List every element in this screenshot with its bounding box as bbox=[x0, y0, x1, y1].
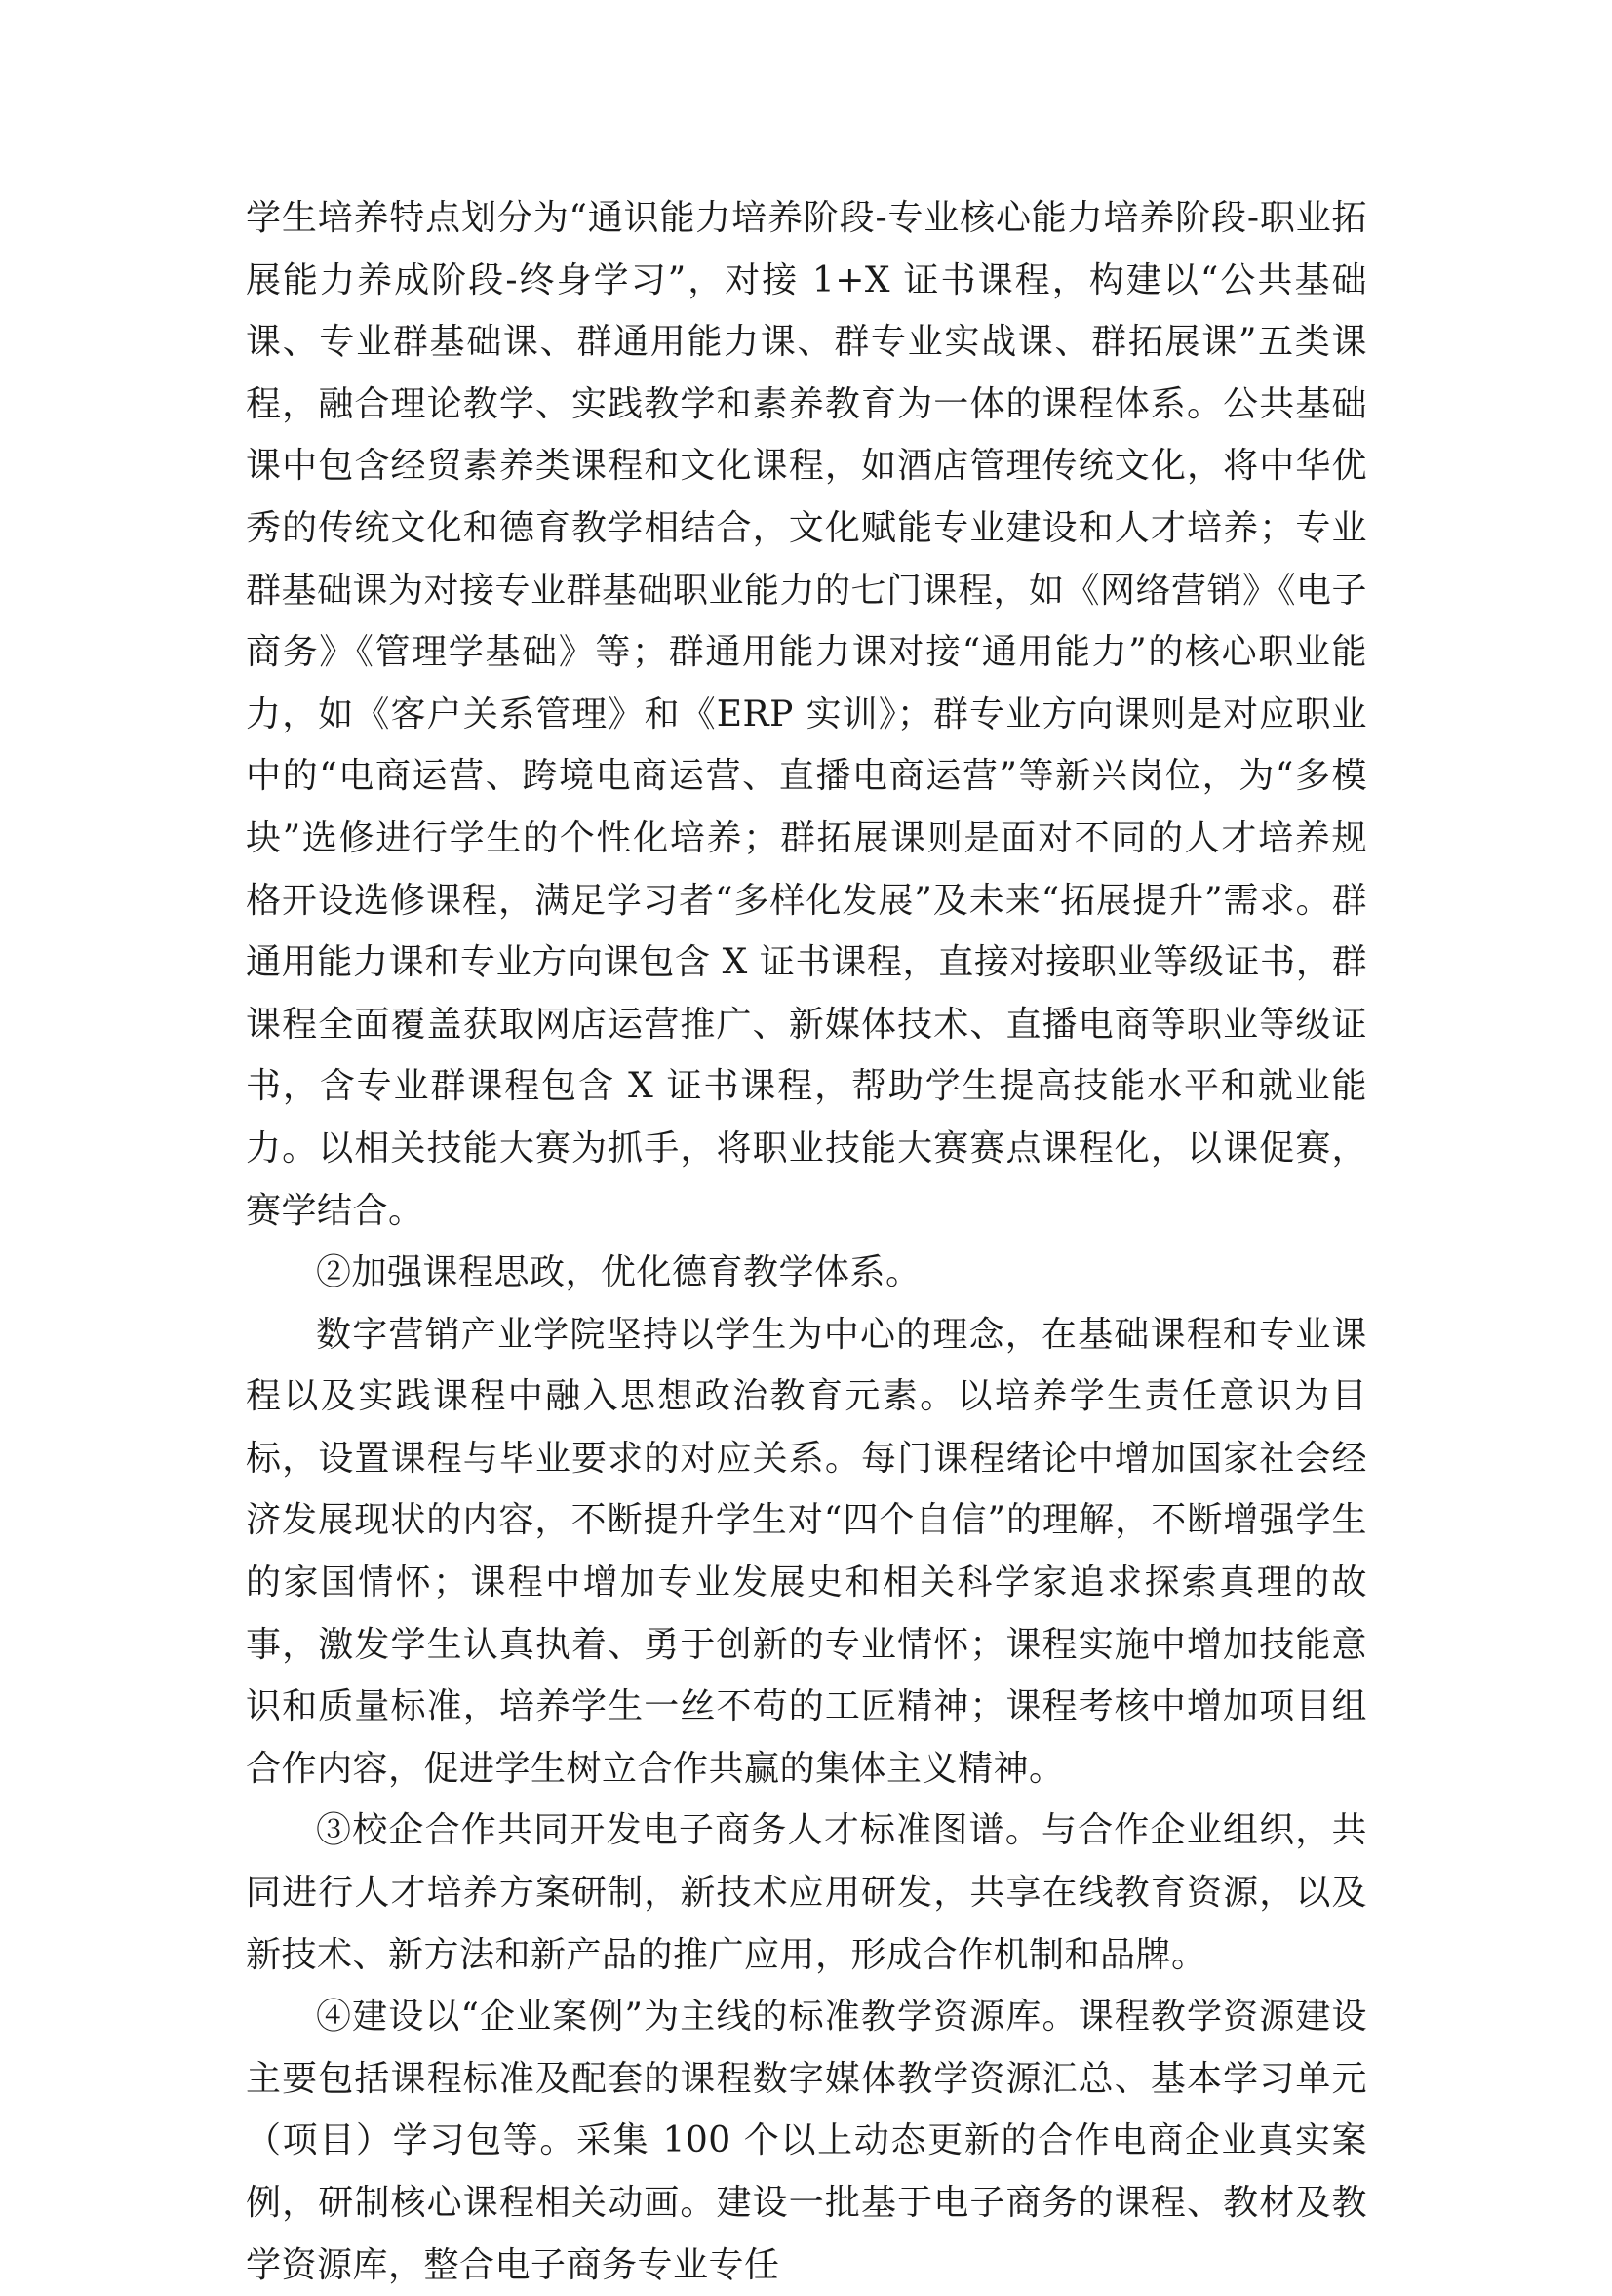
body-text bbox=[246, 187, 1367, 2296]
paragraph-curriculum-system: 学生培养特点划分为“通识能力培养阶段-专业核心能力培养阶段-职业拓展能力养成阶段-终身学习”，对接 1+X 证书课程，构建以“公共基础课、专业群基础课、群通用能力课、群专业实战课、群拓展课”五类课程，融合理论教学、实践教学和素养教育为一体的课程体系。公共基础课中包含经贸素养类课程和文化课程，如酒店管理传统文化，将中华优秀的传统文化和德育教学相结合，文化赋能专业建设和人才培养；专业群基础课为对接专业群基础职业能力的七门课程，如《网络营销》《电子商务》《管理学基础》等；群通用能力课对接“通用能力”的核心职业能力，如《客户关系管理》和《ERP 实训》；群专业方向课则是对应职业中的“电商运营、跨境电商运营、直播电商运营”等新兴岗位，为“多模块”选修进行学生的个性化培养；群拓展课则是面对不同的人才培养规格开设选修课程，满足学习者“多样化发展”及未来“拓展提升”需求。群通用能力课和专业方向课包含 X 证书课程，直接对接职业等级证书，群课程全面覆盖获取网店运营推广、新媒体技术、直播电商等职业等级证书，含专业群课程包含 X 证书课程，帮助学生提高技能水平和就业能力。以相关技能大赛为抓手，将职业技能大赛赛点课程化，以课促赛，赛学结合。 bbox=[246, 198, 1368, 1231]
paragraph-resource-library: ④建设以“企业案例”为主线的标准教学资源库。课程教学资源建设主要包括课程标准及配套的课程数字媒体教学资源汇总、基本学习单元（项目）学习包等。采集 100 个以上动态更新的合作电商企业真实案例，研制核心课程相关动画。建设一批基于电子商务的课程、教材及教学资源库，整合电子商务专业专任 bbox=[246, 1997, 1367, 2285]
paragraph-ideological-education: 数字营销产业学院坚持以学生为中心的理念，在基础课程和专业课程以及实践课程中融入思想政治教育元素。以培养学生责任意识为目标，设置课程与毕业要求的对应关系。每门课程绪论中增加国家社会经济发展现状的内容，不断提升学生对“四个自信”的理解，不断增强学生的家国情怀；课程中增加专业发展史和相关科学家追求探索真理的故事，激发学生认真执着、勇于创新的专业情怀；课程实施中增加技能意识和质量标准，培养学生一丝不苟的工匠精神；课程考核中增加项目组合作内容，促进学生树立合作共赢的集体主义精神。 bbox=[246, 1314, 1367, 1789]
paragraph-ideological-heading: ②加强课程思政，优化德育教学体系。 bbox=[316, 1252, 922, 1293]
paragraph-school-enterprise: ③校企合作共同开发电子商务人才标准图谱。与合作企业组织，共同进行人才培养方案研制，新技术应用研发，共享在线教育资源，以及新技术、新方法和新产品的推广应用，形成合作机制和品牌。 bbox=[246, 1810, 1367, 1975]
